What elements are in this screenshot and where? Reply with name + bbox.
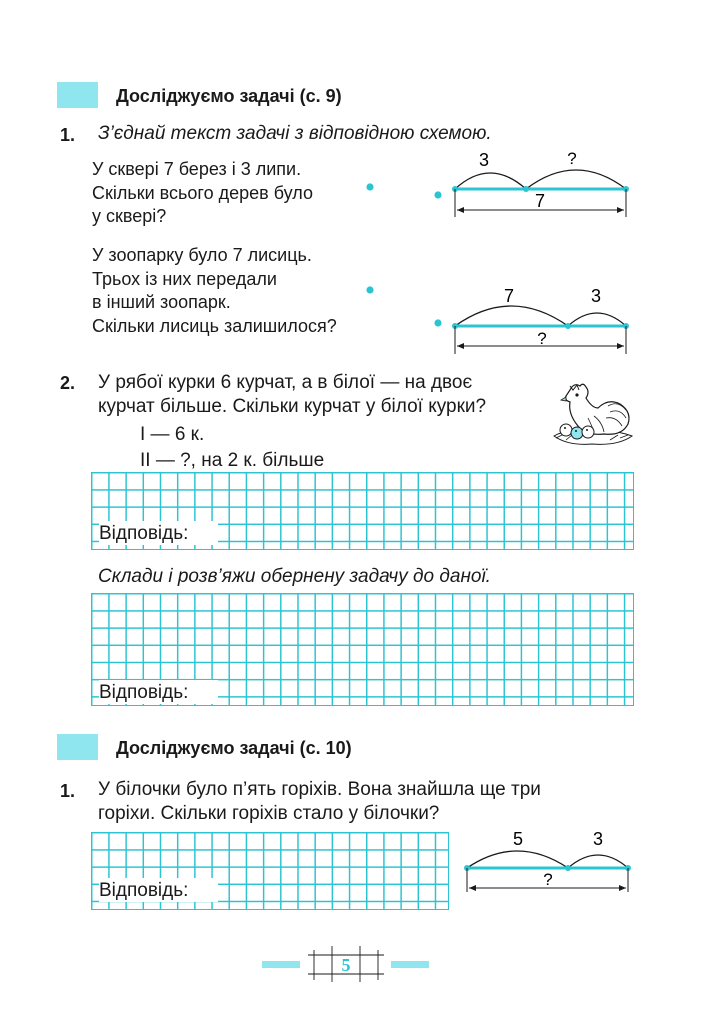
answer-label: Відповідь: — [99, 878, 218, 902]
short-notes — [140, 422, 324, 474]
problem-text — [92, 244, 337, 338]
connect-dot[interactable] — [434, 191, 441, 198]
text-line: курчат більше. Скільки курчат у білої курки? — [98, 395, 487, 417]
note-line: І — 6 к. — [140, 424, 205, 445]
text-line: У сквері 7 берез і 3 липи. — [92, 159, 302, 179]
text-line: горіхи. Скільки горіхів стало у білочки? — [98, 802, 440, 824]
task-number: 2. — [60, 373, 76, 393]
footer-bar-right — [391, 961, 429, 968]
text-line: У рябої курки 6 курчат, а в білої — на двоє — [98, 372, 473, 393]
task-instruction: З’єднай текст задачі з відповідною схемою. — [98, 123, 492, 144]
task-number: 1. — [60, 781, 76, 801]
connect-dots — [360, 175, 450, 335]
text-line: У білочки було п’ять горіхів. Вона знайшла ще три — [98, 779, 541, 800]
text-line: Трьох із них передали — [92, 268, 277, 289]
page-number-frame — [306, 942, 386, 986]
scheme-label: 3 — [592, 829, 604, 849]
answer-label: Відповідь: — [99, 521, 218, 545]
scheme-label: 7 — [503, 286, 515, 306]
note-line: ІІ — ?, на 2 к. більше — [140, 450, 325, 471]
text-line: У зоопарку було 7 лисиць. — [92, 245, 312, 265]
scheme-label: ? — [567, 149, 577, 168]
task-text — [98, 778, 541, 825]
inverse-task: Склади і розв’яжи обернену задачу до даної. — [98, 566, 491, 587]
answer-label: Відповідь: — [99, 680, 218, 704]
section-title: Досліджуємо задачі (с. 10) — [116, 738, 352, 758]
section-tag — [57, 734, 98, 760]
scheme-diagram — [460, 824, 640, 896]
task-number: 1. — [60, 125, 76, 145]
section-title: Досліджуємо задачі (с. 9) — [116, 86, 342, 106]
text-line: в інший зоопарк. — [92, 292, 231, 312]
connect-dot[interactable] — [366, 183, 373, 190]
scheme-label: 5 — [512, 829, 524, 849]
hen-illustration — [548, 378, 638, 458]
scheme-label: 7 — [534, 191, 546, 211]
text-line: Скільки всього дерев було — [92, 182, 313, 203]
scheme-label: ? — [543, 870, 553, 889]
scheme-label: 3 — [590, 286, 602, 306]
section-tag — [57, 82, 98, 108]
scheme-diagram — [448, 282, 638, 357]
text-line: у сквері? — [92, 206, 167, 226]
connect-dot[interactable] — [366, 286, 373, 293]
connect-dot[interactable] — [434, 319, 441, 326]
scheme-label: 3 — [478, 150, 490, 170]
scheme-label: ? — [537, 329, 547, 348]
task-text — [98, 371, 486, 418]
text-line: Скільки лисиць залишилося? — [92, 315, 337, 336]
footer-bar-left — [262, 961, 300, 968]
page-number: 5 — [341, 955, 351, 975]
problem-text — [92, 158, 313, 229]
scheme-diagram — [448, 145, 638, 220]
